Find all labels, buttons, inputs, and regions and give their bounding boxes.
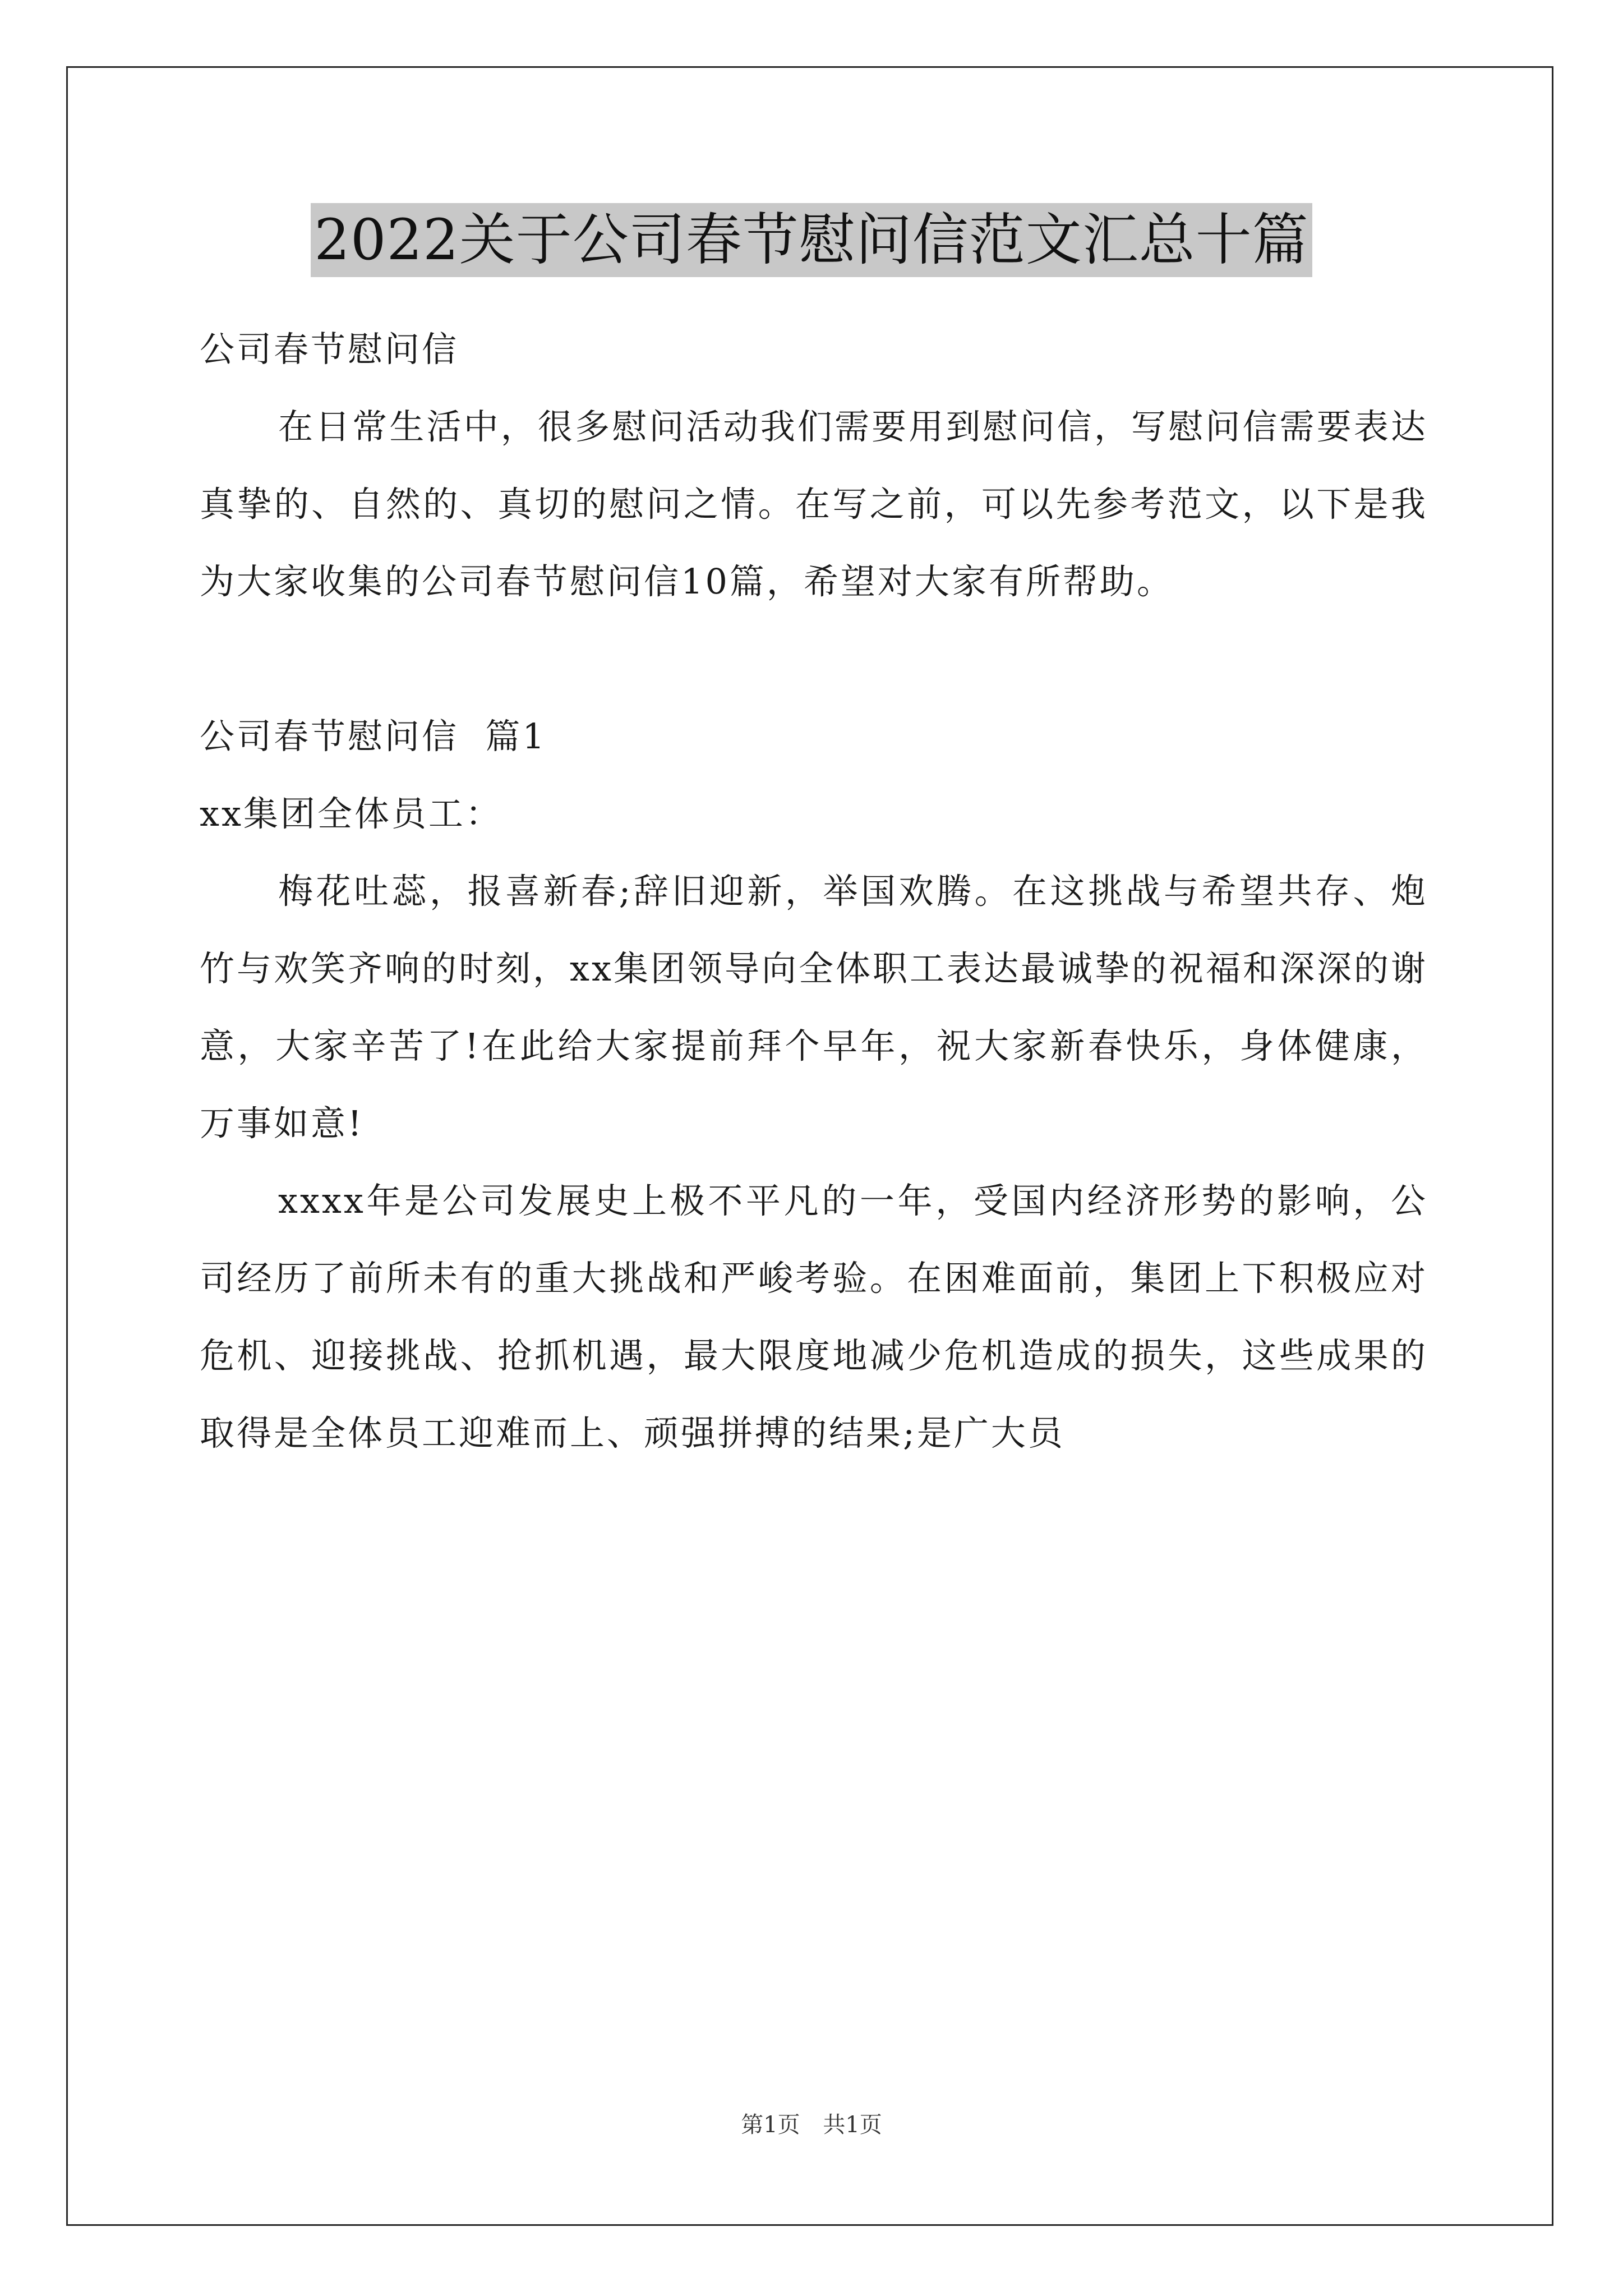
page-footer bbox=[0, 2109, 1623, 2141]
salutation: xx集团全体员工： bbox=[200, 793, 502, 834]
title-wrap bbox=[0, 203, 1623, 277]
body-paragraph-1: 梅花吐蕊，报喜新春;辞旧迎新，举国欢腾。在这挑战与希望共存、炮竹与欢笑齐响的时刻，xx集团领导向全体职工表达最诚挚的祝福和深深的谢意，大家辛苦了!在此给大家提前拜个早年，祝大家新春快乐，身体健康，万事如意! bbox=[200, 871, 1428, 1144]
page-current: 第1页 bbox=[741, 2112, 800, 2138]
document-title: 2022关于公司春节慰问信范文汇总十篇 bbox=[311, 203, 1312, 277]
intro-paragraph: 在日常生活中，很多慰问活动我们需要用到慰问信，写慰问信需要表达真挚的、自然的、真切的慰问之情。在写之前，可以先参考范文，以下是我为大家收集的公司春节慰问信10篇，希望对大家有所帮助。 bbox=[200, 406, 1428, 602]
document-body bbox=[200, 311, 1428, 1472]
spacer bbox=[200, 620, 1428, 698]
section-heading: 公司春节慰问信 篇1 bbox=[200, 716, 547, 757]
page-total: 共1页 bbox=[823, 2112, 882, 2138]
intro-heading: 公司春节慰问信 bbox=[200, 329, 459, 370]
body-paragraph-2: xxxx年是公司发展史上极不平凡的一年，受国内经济形势的影响，公司经历了前所未有的重大挑战和严峻考验。在困难面前，集团上下积极应对危机、迎接挑战、抢抓机遇，最大限度地减少危机造成的损失，这些成果的取得是全体员工迎难而上、顽强拼搏的结果;是广大员 bbox=[200, 1180, 1428, 1453]
